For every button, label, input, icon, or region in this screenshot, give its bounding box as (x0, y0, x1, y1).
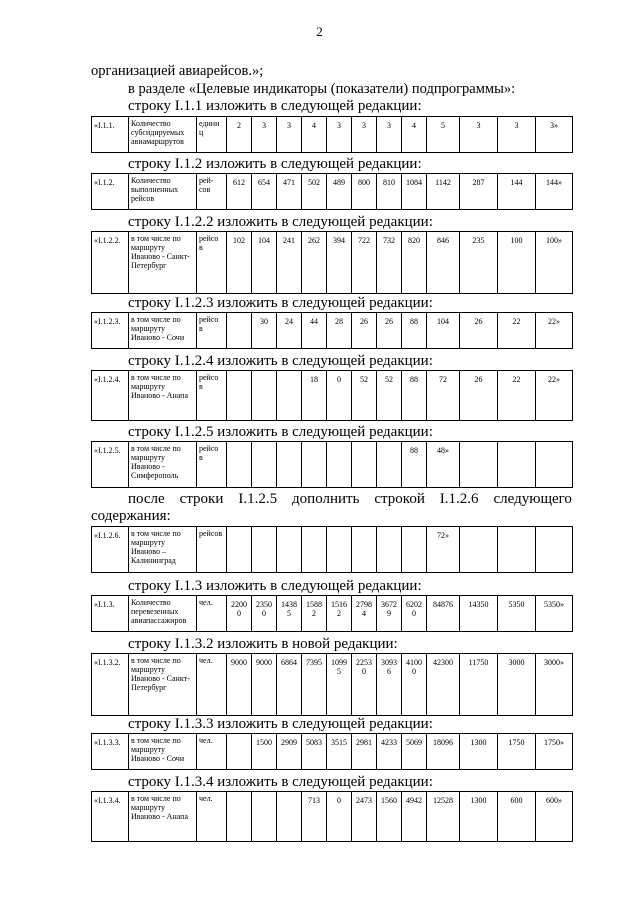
indicator-name: в том числе по маршруту Иваново - Анапа (129, 792, 197, 842)
value-cell (227, 371, 252, 421)
indicator-name: Количество субсидируемых авиамаршрутов (129, 117, 197, 153)
row-code: «I.1.2.2. (92, 232, 129, 294)
value-cell: 26 (460, 313, 498, 349)
indicator-name: Количество перевезенных авиапассажиров (129, 596, 197, 632)
value-cell (277, 371, 302, 421)
value-cell: 612 (227, 174, 252, 210)
value-cell: 11750 (460, 654, 498, 716)
value-cell: 2350 0 (252, 596, 277, 632)
value-cell (277, 792, 302, 842)
value-cell: 1500 (252, 734, 277, 770)
value-cell: 241 (277, 232, 302, 294)
value-cell: 144 (498, 174, 536, 210)
value-cell: 1560 (377, 792, 402, 842)
value-cell: 1750» (536, 734, 573, 770)
indicator-table (91, 173, 573, 210)
value-cell: 104 (252, 232, 277, 294)
value-cell: 26 (460, 371, 498, 421)
row-code: «I.1.3. (92, 596, 129, 632)
value-cell: 3» (536, 117, 573, 153)
section-caption: строку I.1.2.2 изложить в следующей редакции: (128, 214, 433, 230)
value-cell: 3 (327, 117, 352, 153)
value-cell: 262 (302, 232, 327, 294)
value-cell: 3 (277, 117, 302, 153)
indicator-name: в том числе по маршруту Иваново - Сочи (129, 313, 197, 349)
indicator-table (91, 733, 573, 770)
intro-line-2: в разделе «Целевые индикаторы (показатели) подпрограммы»: (128, 81, 516, 97)
value-cell: 471 (277, 174, 302, 210)
value-cell: 820 (402, 232, 427, 294)
table-row (92, 734, 573, 770)
value-cell: 3 (252, 117, 277, 153)
section-caption: строку I.1.3 изложить в следующей редакции: (128, 578, 422, 594)
value-cell: 5350» (536, 596, 573, 632)
indicator-table (91, 441, 573, 488)
value-cell (460, 527, 498, 573)
value-cell: 48» (427, 442, 460, 488)
section-caption: строку I.1.2.3 изложить в следующей редакции: (128, 295, 433, 311)
unit-cell: чел. (197, 654, 227, 716)
value-cell: 235 (460, 232, 498, 294)
indicator-name: в том числе по маршруту Иваново - Анапа (129, 371, 197, 421)
value-cell (302, 527, 327, 573)
value-cell: 489 (327, 174, 352, 210)
table-row (92, 232, 573, 294)
value-cell: 600 (498, 792, 536, 842)
value-cell: 810 (377, 174, 402, 210)
indicator-table (91, 370, 573, 421)
value-cell: 12528 (427, 792, 460, 842)
row-code: «I.1.2.4. (92, 371, 129, 421)
value-cell: 394 (327, 232, 352, 294)
value-cell: 2253 0 (352, 654, 377, 716)
unit-cell: чел. (197, 596, 227, 632)
table-row (92, 174, 573, 210)
value-cell (377, 527, 402, 573)
value-cell: 52 (352, 371, 377, 421)
value-cell: 3093 6 (377, 654, 402, 716)
value-cell (377, 442, 402, 488)
value-cell: 44 (302, 313, 327, 349)
value-cell (277, 527, 302, 573)
value-cell: 800 (352, 174, 377, 210)
table-row (92, 313, 573, 349)
value-cell: 0 (327, 792, 352, 842)
indicator-table (91, 791, 573, 842)
value-cell (352, 527, 377, 573)
value-cell (227, 792, 252, 842)
indicator-table (91, 312, 573, 349)
caption-word: строкой (374, 491, 425, 507)
indicator-name: Количество выполненных рейсов (129, 174, 197, 210)
value-cell: 52 (377, 371, 402, 421)
value-cell: 4233 (377, 734, 402, 770)
unit-cell: чел. (197, 792, 227, 842)
row-code: «I.1.1. (92, 117, 129, 153)
value-cell: 6864 (277, 654, 302, 716)
value-cell: 144» (536, 174, 573, 210)
value-cell (536, 442, 573, 488)
value-cell: 4 (402, 117, 427, 153)
value-cell: 2798 4 (352, 596, 377, 632)
section-caption: строку I.1.2 изложить в следующей редакции: (128, 156, 422, 172)
value-cell: 100 (498, 232, 536, 294)
value-cell (352, 442, 377, 488)
indicator-name: в том числе по маршруту Иваново - Сочи (129, 734, 197, 770)
value-cell: 6202 0 (402, 596, 427, 632)
value-cell: 1588 2 (302, 596, 327, 632)
unit-cell: едини ц (197, 117, 227, 153)
value-cell: 88 (402, 313, 427, 349)
value-cell (402, 527, 427, 573)
section-caption: строку I.1.3.4 изложить в следующей редакции: (128, 774, 433, 790)
value-cell: 9000 (252, 654, 277, 716)
value-cell (227, 442, 252, 488)
row-code: «I.1.3.2. (92, 654, 129, 716)
value-cell: 600» (536, 792, 573, 842)
value-cell: 22 (498, 371, 536, 421)
value-cell: 722 (352, 232, 377, 294)
value-cell: 9000 (227, 654, 252, 716)
section-caption-continuation: содержания: (91, 508, 171, 524)
caption-word: строки (179, 491, 224, 507)
value-cell: 18 (302, 371, 327, 421)
value-cell: 22 (498, 313, 536, 349)
value-cell: 1099 5 (327, 654, 352, 716)
value-cell: 1300 (460, 792, 498, 842)
value-cell (252, 371, 277, 421)
value-cell: 1438 5 (277, 596, 302, 632)
value-cell (227, 527, 252, 573)
table-row (92, 792, 573, 842)
value-cell: 654 (252, 174, 277, 210)
intro-line-1: организацией авиарейсов.»; (91, 63, 264, 79)
value-cell: 3 (460, 117, 498, 153)
value-cell (252, 792, 277, 842)
section-caption: строку I.1.3.3 изложить в следующей редакции: (128, 716, 433, 732)
value-cell: 5 (427, 117, 460, 153)
value-cell: 100» (536, 232, 573, 294)
value-cell (498, 442, 536, 488)
value-cell: 5350 (498, 596, 536, 632)
value-cell: 5069 (402, 734, 427, 770)
row-code: «I.1.2. (92, 174, 129, 210)
value-cell: 5083 (302, 734, 327, 770)
indicator-table (91, 116, 573, 153)
value-cell (277, 442, 302, 488)
section-caption: строку I.1.3.2 изложить в новой редакции: (128, 636, 398, 652)
value-cell: 72» (427, 527, 460, 573)
row-code: «I.1.2.6. (92, 527, 129, 573)
indicator-table (91, 526, 573, 573)
caption-word: I.1.2.5 (238, 491, 278, 507)
caption-word: следующего (493, 491, 572, 507)
value-cell: 102 (227, 232, 252, 294)
value-cell (498, 527, 536, 573)
value-cell (327, 527, 352, 573)
value-cell: 4942 (402, 792, 427, 842)
value-cell: 30 (252, 313, 277, 349)
value-cell: 3000» (536, 654, 573, 716)
value-cell: 0 (327, 371, 352, 421)
value-cell: 2 (227, 117, 252, 153)
unit-cell: чел. (197, 734, 227, 770)
unit-cell: рей-сов (197, 174, 227, 210)
unit-cell: рейсо в (197, 313, 227, 349)
section-caption: строку I.1.2.5 изложить в следующей редакции: (128, 424, 433, 440)
value-cell: 287 (460, 174, 498, 210)
table-row (92, 527, 573, 573)
value-cell: 713 (302, 792, 327, 842)
value-cell: 1750 (498, 734, 536, 770)
value-cell: 72 (427, 371, 460, 421)
table-row (92, 371, 573, 421)
value-cell: 846 (427, 232, 460, 294)
value-cell: 2981 (352, 734, 377, 770)
row-code: «I.1.2.5. (92, 442, 129, 488)
value-cell: 3 (498, 117, 536, 153)
indicator-name: в том числе по маршруту Иваново - Симферополь (129, 442, 197, 488)
table-row (92, 117, 573, 153)
value-cell (252, 527, 277, 573)
unit-cell: рейсо в (197, 442, 227, 488)
value-cell: 3 (377, 117, 402, 153)
indicator-table (91, 595, 573, 632)
row-code: «I.1.2.3. (92, 313, 129, 349)
value-cell (227, 734, 252, 770)
value-cell: 42300 (427, 654, 460, 716)
value-cell: 1084 (402, 174, 427, 210)
value-cell: 3000 (498, 654, 536, 716)
value-cell (227, 313, 252, 349)
value-cell: 1300 (460, 734, 498, 770)
value-cell: 1516 2 (327, 596, 352, 632)
indicator-table (91, 653, 573, 716)
table-row (92, 442, 573, 488)
value-cell (460, 442, 498, 488)
value-cell: 502 (302, 174, 327, 210)
indicator-table (91, 231, 573, 294)
value-cell: 18096 (427, 734, 460, 770)
indicator-name: в том числе по маршруту Иваново – Калининград (129, 527, 197, 573)
value-cell (252, 442, 277, 488)
value-cell: 4100 0 (402, 654, 427, 716)
value-cell: 84876 (427, 596, 460, 632)
value-cell: 4 (302, 117, 327, 153)
value-cell: 24 (277, 313, 302, 349)
value-cell: 3 (352, 117, 377, 153)
value-cell: 732 (377, 232, 402, 294)
unit-cell: рейсо в (197, 232, 227, 294)
value-cell: 2200 0 (227, 596, 252, 632)
value-cell: 22» (536, 371, 573, 421)
section-caption (128, 491, 572, 507)
row-code: «I.1.3.3. (92, 734, 129, 770)
value-cell (327, 442, 352, 488)
value-cell (536, 527, 573, 573)
table-row (92, 596, 573, 632)
value-cell: 1142 (427, 174, 460, 210)
value-cell: 14350 (460, 596, 498, 632)
value-cell: 26 (377, 313, 402, 349)
indicator-name: в том числе по маршруту Иваново - Санкт-Петербург (129, 232, 197, 294)
caption-word: после (128, 491, 165, 507)
value-cell: 3672 9 (377, 596, 402, 632)
row-code: «I.1.3.4. (92, 792, 129, 842)
caption-word: дополнить (292, 491, 360, 507)
table-row (92, 654, 573, 716)
value-cell: 2473 (352, 792, 377, 842)
value-cell: 7395 (302, 654, 327, 716)
indicator-name: в том числе по маршруту Иваново - Санкт-Петербург (129, 654, 197, 716)
unit-cell: рейсов (197, 527, 227, 573)
section-caption: строку I.1.2.4 изложить в следующей редакции: (128, 353, 433, 369)
section-caption: строку I.1.1 изложить в следующей редакции: (128, 98, 422, 114)
value-cell: 22» (536, 313, 573, 349)
value-cell: 28 (327, 313, 352, 349)
value-cell (302, 442, 327, 488)
caption-word: I.1.2.6 (439, 491, 479, 507)
value-cell: 3515 (327, 734, 352, 770)
value-cell: 26 (352, 313, 377, 349)
value-cell: 2909 (277, 734, 302, 770)
value-cell: 104 (427, 313, 460, 349)
value-cell: 88 (402, 371, 427, 421)
unit-cell: рейсо в (197, 371, 227, 421)
value-cell: 88 (402, 442, 427, 488)
page-number: 2 (316, 24, 323, 39)
